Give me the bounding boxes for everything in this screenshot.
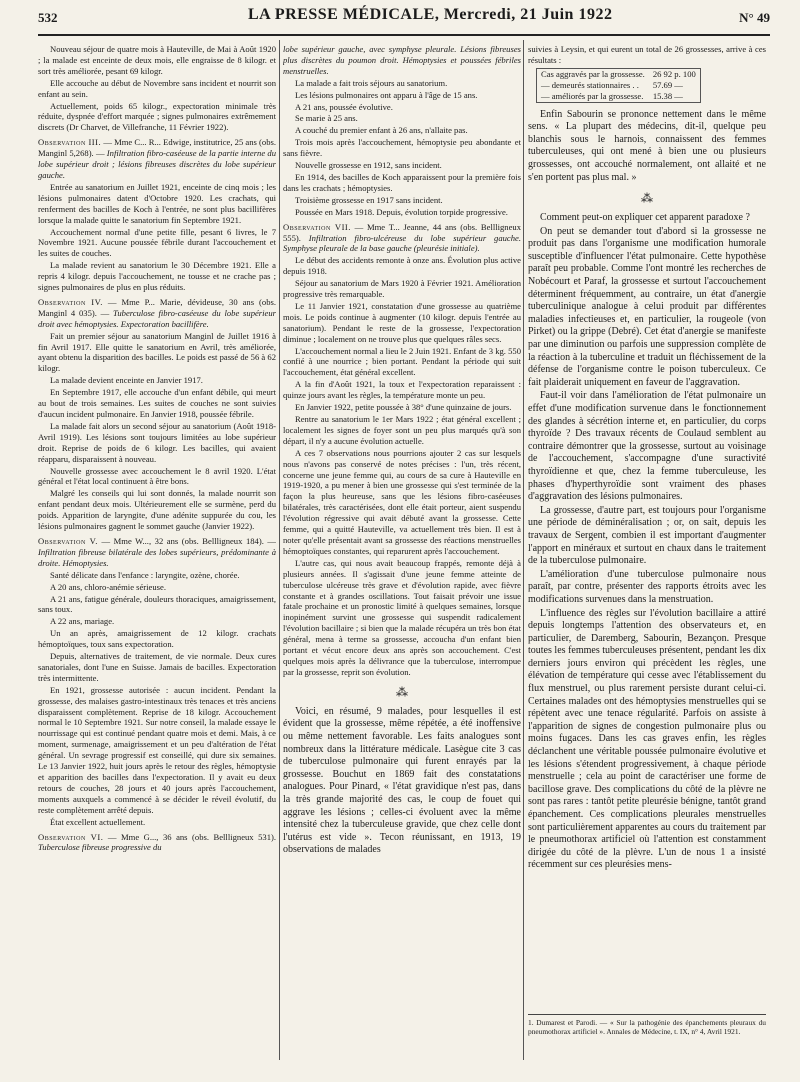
column-left <box>38 44 276 1054</box>
paragraph: Malgré les conseils qui lui sont donnés, la malade nourrit son enfant pendant deux mois. Ultérieurement elle se surmène, perd du poids. Apparition de laryngite, d'une adénite suppurée du cou, les lésions pulmonaires gagnent le sommet gauche (Janvier 1922). <box>38 488 276 532</box>
paragraph: Actuellement, poids 65 kilogr., expectoration minimale très réduite, dyspnée d'effort marquée ; signes pulmonaires extrêmement discrets (Dr Charvet, de Villefranche, 11 Février 1922). <box>38 100 276 133</box>
paragraph: Se marie à 25 ans. <box>295 113 358 124</box>
observation-heading <box>38 297 276 330</box>
paragraph: A 21 ans, fatigue générale, douleurs thoraciques, amaigrissement, sans toux. <box>38 593 276 615</box>
observation-label: Observation VI. <box>38 831 104 842</box>
diagnosis: lobe supérieur gauche, avec symphyse pleurale. Lésions fibreuses plus discrètes du poumon droit. Hémoptysies et poussées fébriles menstruelles. <box>283 44 521 76</box>
observation-label: Observation IV. <box>38 296 103 307</box>
observation-label: Observation VII. <box>283 221 351 232</box>
patient-info: — Mme G..., 36 ans (obs. Bellligneux 531). <box>103 831 276 842</box>
paragraph: En Septembre 1917, elle accouche d'un enfant débile, qui meurt au bout de trois semaines. Les suites de couches ne sont suivies d'aucun incident pulmonaire. En Janvier 1918, poussée fébrile. <box>38 387 276 419</box>
paragraph: Accouchement normal d'une petite fille, pesant 6 livres, le 7 Novembre 1921. Aucune poussée fébrile durant l'accouchement et les suites de couches. <box>38 226 276 259</box>
paragraph: A ces 7 observations nous pourrions ajouter 2 cas sur lesquels nous n'avons pas conservé de notes précises : l'un, très récent, concerne une jeune femme qui, au cours de sa cure à Hauteville en 1919-1920, a pu mener à bien une grossesse qui s'est terminée de la façon la plus heureuse, sans que les lésions fibro-caséeuses bilatérales, très caractérisées, dont elle était porteur, aient suspendu l'évolution régressive qui avait débuté avant la grossesse. Cette femme, qui a quitté Hauteville, va actuellement très bien. Il est à noter qu'elle présentait avant sa grossesse des réactions menstruelles hémoptoïques constantes, qui reparurent après l'accouchement. <box>283 447 521 556</box>
paragraph: On peut se demander tout d'abord si la grossesse ne produit pas dans l'organisme une modification humorale susceptible d'influencer l'état pulmonaire. Cette hypothèse paraît peu probable. Comme l'ont montré les recherches de Nobécourt et Paraf, la grossesse et surtout l'accouchement déterminent fréquemment, au contraire, un état d'anergie tuberculinique analogue à celui produit par différentes maladies infectieuses et, en particulier, la rougeole (von Pirket) ou la grippe (Debré). Cet état d'anergie se manifeste par une diminution ou parfois une suppression complète de la réaction à la tuberculine et traduit un fléchissement de la défense de l'organisme contre le poison tuberculeux. Ce fait plaiderait uniquement en faveur de l'aggravation. <box>528 225 766 388</box>
paragraph: En 1914, des bacilles de Koch apparaissent pour la première fois dans les crachats ; hémoptysies. <box>283 171 521 193</box>
paragraph: L'influence des règles sur l'évolution bacillaire a attiré depuis longtemps l'attention des observateurs et, en particulier, de Daremberg, Sabourin, Bezançon. Presque toutes les femmes tuberculeuses présentent, pendant les dix derniers jours environ qui précèdent les règles, une élévation de température qui cesse avec l'établissement du flux menstruel, ou plus rarement persiste durant celui-ci. Certaines malades ont des hémoptysies menstruelles qui se répètent avec une tenace régularité. Parfois on assiste à l'apparition de signes de congestion pulmonaire plus ou moins fugaces. Dans les cas graves enfin, les règles déclanchent une véritable poussée pulmonaire évolutive et les lésions s'étendent progressivement, à chaque période menstruelle ; cela au point de caractériser une forme de bacillose grave. Des complications du côté de la plèvre ne sont pas rares : tantôt petite pleurésie bénigne, tantôt grand épanchement. Ces complications pleurales menstruelles sont particulièrement apparentes au cours du traitement par le pneumothorax artificiel où l'attention est constamment dirigée du côté de la plèvre. L'un de nous 1 a insisté récemment sur ces pleurésies mens- <box>528 607 766 871</box>
observation-heading <box>38 832 276 854</box>
paragraph: A 21 ans, poussée évolutive. <box>295 101 393 112</box>
observation-label: Observation III. <box>38 137 102 148</box>
stats-row <box>537 80 701 91</box>
paragraph: Voici, en résumé, 9 malades, pour lesquelles il est évident que la grossesse, même répétée, a été inoffensive ou même nettement favorable. Les faits analogues sont nombreux dans la littérature médicale. Lasègue cite 3 cas de tuberculose pulmonaire qui furent enrayés par la grossesse. Bouchut en 1869 fait des constatations analogues. Pour Pinard, « l'état gravidique n'est pas, dans la très grande majorité des cas, le coup de fouet qui aggrave les lésions ; celles-ci évoluent avec la même intensité chez la tuberculeuse gravide, que chez celle dont l'utérus est vide ». Tecon réunissant, en 1913, 19 observations de malades <box>283 705 521 856</box>
paragraph: Santé délicate dans l'enfance : laryngite, ozène, chorée. <box>50 569 240 580</box>
paragraph: L'autre cas, qui nous avait beaucoup frappés, remonte déjà à plusieurs années. Il s'agissait d'une jeune femme atteinte de tuberculose ulcéreuse très grave et d'évolution rapide, avec fièvre constante et à grandes oscillations. Tout faisait prévoir une issue fatale prochaine et un pronostic limité à quelques semaines, lorsque inopinément survint une grossesse qui suspendit radicalement l'évolution bacillaire ; si bien que la malade récupéra un très bon état général, mena à terme sa grossesse, accoucha d'un enfant bien portant et vécut encore deux ans après son accouchement. C'est quelques mois après la délivrance que la tuberculose, interrompue par la grossesse, reprit son évolution. <box>283 557 521 677</box>
paragraph: Séjour au sanatorium de Mars 1920 à Février 1921. Amélioration progressive très remarquable. <box>283 278 521 300</box>
paragraph: En Janvier 1922, petite poussée à 38° d'une quinzaine de jours. <box>295 402 512 413</box>
section-asterism: ⁂ <box>641 191 653 206</box>
diagnosis: Infiltration fibro-caséeuse de la partie interne du lobe supérieur droit ; lésions fibreuses discrètes du lobe supérieur gauche. <box>38 148 276 180</box>
paragraph: Nouvelle grossesse en 1912, sans incident. <box>295 160 442 171</box>
stats-label: — améliorés par la grossesse. <box>541 90 644 101</box>
paragraph: Fait un premier séjour au sanatorium Manginl de Juillet 1916 à fin Avril 1917. Elle quitte le sanatorium en Avril, très améliorée, ayant obtenu la disparition des bacilles. Le poids est passé de 56 à 62 kilogr. <box>38 330 276 374</box>
stats-row <box>537 68 701 79</box>
patient-info: — Mme P... Marie, dévideuse, 30 ans (obs. Manginl 4 035). — <box>38 296 276 318</box>
paragraph: Trois mois après l'accouchement, hémoptysie peu abondante et sans fièvre. <box>283 137 521 159</box>
patient-info: — Mme W..., 32 ans (obs. Bellligneux 184). — <box>97 535 276 546</box>
paragraph: La grossesse, d'autre part, est toujours pour l'organisme une période de déminéralisation ; or, on sait, depuis les travaux de Sergent, combien il est important d'augmenter l'apport en minéraux et surtout en chaux dans le traitement de la tuberculose pulmonaire. <box>528 504 766 567</box>
diagnosis: Tuberculose fibro-caséeuse du lobe supérieur droit avec hémoptysies. Expectoration bacillifère. <box>38 307 276 329</box>
journal-title: LA PRESSE MÉDICALE, Mercredi, 21 Juin 1922 <box>248 6 613 23</box>
stats-label: — demeurés stationnaires . . <box>541 79 639 90</box>
stats-value: 15.38 — <box>652 90 683 101</box>
observation-heading <box>38 137 276 181</box>
paragraph: La malade a fait trois séjours au sanatorium. <box>295 77 448 88</box>
paragraph: En 1921, grossesse autorisée : aucun incident. Pendant la grossesse, des malaises gastro-intestinaux très tenaces et très anciens disparaissent complètement. Reprise de 18 kilogr. Accouchement normal le 10 Septembre 1921. Sur notre conseil, la malade essaye le nourrissage qui est continué pendant quatre mois et demi. Mais, à ce moment, surmenage, amaigrissement et un peu d'altération de l'état général. Un sevrage progressif est conseillé, qui dure six semaines. Le 13 Janvier 1922, huit jours après le retour des règles, hémoptysie et apparition des bacilles dans l'expectoration. Il y avait eu deux retours de couches, 28 jours et 40 jours après l'accouchement, moments auxquels a commencé à se décider le réveil évolutif, du reste complètement arrêté depuis. <box>38 684 276 815</box>
column-middle <box>283 44 521 1054</box>
stats-value: 26 92 p. 100 <box>652 68 696 79</box>
paragraph: Elle accouche au début de Novembre sans incident et nourrit son enfant au sein. <box>38 77 276 99</box>
stats-value: 57.69 — <box>652 79 683 90</box>
section-asterism: ⁂ <box>396 684 408 699</box>
header-rule <box>38 34 770 36</box>
observation-label: Observation V. <box>38 535 98 546</box>
paragraph: A la fin d'Août 1921, la toux et l'expectoration reparaissent : quinze jours avant les règles, la température monte un peu. <box>283 379 521 401</box>
paragraph: Faut-il voir dans l'amélioration de l'état pulmonaire un effet d'une modification survenue dans le fonctionnement des glandes à sécrétion interne et, en particulier, du corps thyroïde ? Des travaux récents de Coulaud semblent au contraire démontrer que la grossesse, surtout au voisinage de l'accouchement, s'accompagne d'une suractivité thyroïdienne et que, chez la femme tuberculeuse, les phases d'hyperthyroïdie sont vraiment des phases d'aggravation des lésions pulmonaires. <box>528 390 766 503</box>
paragraph: L'accouchement normal a lieu le 2 Juin 1921. Enfant de 3 kg. 550 confié à une nourrice ; bien portant. Pendant la période qui suit l'accouchement, état général excellent. <box>283 345 521 378</box>
observation-heading <box>38 536 276 569</box>
diagnosis: Tuberculose fibreuse progressive du <box>38 842 162 853</box>
paragraph: La malade devient enceinte en Janvier 1917. <box>50 375 203 386</box>
paragraph: Comment peut-on expliquer cet apparent paradoxe ? <box>540 212 750 224</box>
paragraph: Troisième grossesse en 1917 sans incident. <box>295 194 443 205</box>
stats-row <box>537 91 701 102</box>
footnote: 1. Dumarest et Parodi. — « Sur la pathogénie des épanchements pleuraux du pneumothorax artificiel ». Annales de Médecine, t. IX, n° 4, Avril 1921. <box>528 1014 766 1036</box>
paragraph: La malade revient au sanatorium le 30 Décembre 1921. Elle a repris 4 kilogr. depuis l'accouchement, ne tousse et ne crache pas ; signes pulmonaires de plus en plus réduits. <box>38 260 276 293</box>
paragraph: Entrée au sanatorium en Juillet 1921, enceinte de cinq mois ; les lésions pulmonaires datent d'Octobre 1920. Les crachats, qui renferment des bacilles de Koch à l'entrée, ne sont plus bacillifères lorsque la malade quitte le sanatorium fin Septembre 1921. <box>38 181 276 225</box>
patient-info: — Mme C... R... Edwige, institutrice, 25 ans (obs. Manginl 5,268). — <box>38 137 276 159</box>
issue-number: N° 49 <box>739 10 770 25</box>
paragraph: Le début des accidents remonte à onze ans. Évolution plus active depuis 1918. <box>283 255 521 277</box>
paragraph: A 22 ans, mariage. <box>50 616 115 627</box>
page-header <box>38 6 770 32</box>
page-number: 532 <box>38 10 58 25</box>
paragraph: État excellent actuellement. <box>50 816 146 827</box>
patient-info: — Mme T... Jeanne, 44 ans (obs. Bellligneux 555). <box>283 221 521 243</box>
column-right <box>528 44 766 1054</box>
paragraph: Nouvelle grossesse avec accouchement le 8 avril 1920. L'état général et l'état local continuent à être bons. <box>38 465 276 487</box>
diagnosis: Infiltration fibro-ulcéreuse du lobe supérieur gauche. Symphyse pleurale de la base gauche (pleurésie initiale). <box>283 232 521 254</box>
column-divider <box>523 40 524 1060</box>
stats-table <box>536 68 701 103</box>
stats-label: Cas aggravés par la grossesse. <box>541 68 645 79</box>
paragraph: Nouveau séjour de quatre mois à Hauteville, de Mai à Août 1920 ; la malade est enceinte de deux mois, elle engraisse de 8 kilogr. et sort très améliorée, pesant 69 kilogr. <box>38 44 276 76</box>
observation-heading <box>283 222 521 255</box>
paragraph: L'amélioration d'une tuberculose pulmonaire nous paraît, par contre, présenter des rapports étroits avec les modifications survenues dans la menstruation. <box>528 568 766 605</box>
paragraph: Un an après, amaigrissement de 12 kilogr. crachats hémoptoïques, toux sans expectoration. <box>38 628 276 650</box>
paragraph: Les lésions pulmonaires ont apparu à l'âge de 15 ans. <box>295 89 478 100</box>
column-divider <box>279 40 280 1060</box>
paragraph: Le 11 Janvier 1921, constatation d'une grossesse au quatrième mois. Le poids continue à augmenter (10 kilogr. depuis l'entrée au sanatorium). Pendant le reste de la grossesse, l'expectoration diminue ; localement on ne trouve plus que quelques râles secs. <box>283 300 521 344</box>
paragraph: Enfin Sabourin se prononce nettement dans le même sens. « La plupart des médecins, dit-il, quelque peu blanchis sous le harnois, connaissent des femmes tuberculeuses, qui ont mené à bien une ou plusieurs grossesses, ont accouché normalement, ont allaité et ne s'en portent pas plus mal. » <box>528 108 766 183</box>
paragraph: Poussée en Mars 1918. Depuis, évolution torpide progressive. <box>295 206 508 217</box>
paragraph: A couché du premier enfant à 26 ans, n'allaite pas. <box>295 125 468 136</box>
paragraph: A 20 ans, chloro-anémie sérieuse. <box>50 581 166 592</box>
paragraph: Rentre au sanatorium le 1er Mars 1922 ; état général excellent ; localement les signes de foyer sont un peu plus marqués qu'à son départ, il n'y a aucune évolution actuelle. <box>283 414 521 446</box>
diagnosis: Infiltration fibreuse bilatérale des lobes supérieurs, prédominante à droite. Hémoptysies. <box>38 546 276 568</box>
paragraph: suivies à Leysin, et qui eurent un total de 26 grossesses, arrive à ces résultats : <box>528 44 766 65</box>
paragraph <box>283 44 521 77</box>
paragraph: La malade fait alors un second séjour au sanatorium (Août 1918-Avril 1919). Les lésions sont toujours limitées au lobe supérieur droit. Reprise de poids de 6 kilogr. Les bacilles, qui avaient réapparu, disparaissent à nouveau. <box>38 420 276 464</box>
paragraph: Depuis, alternatives de traitement, de vie normale. Deux cures sanatoriales, dont l'une en Suisse. Jamais de bacilles. Expectoration très intermittente. <box>38 651 276 683</box>
